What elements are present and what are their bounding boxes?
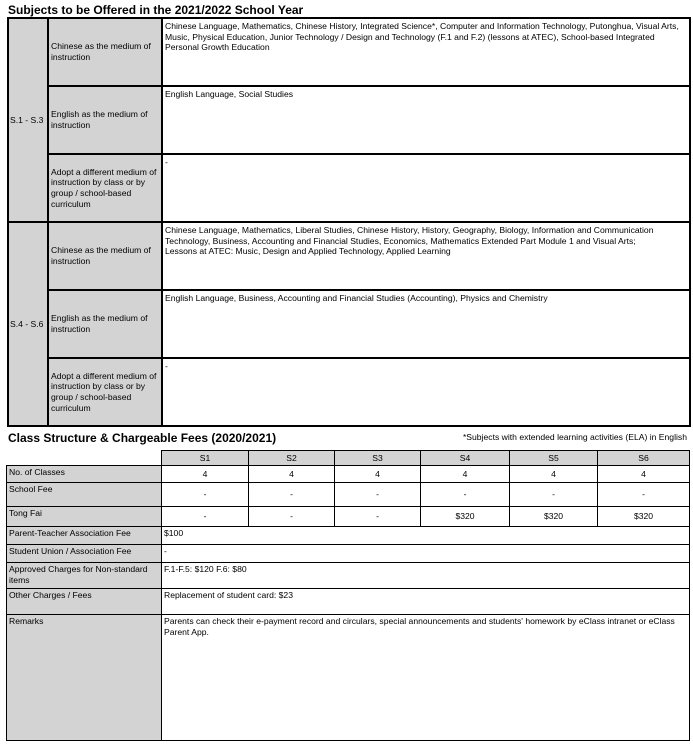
table-row [8,290,690,358]
column-header: S3 [335,451,421,466]
table-row [7,507,690,527]
table-row [7,466,690,483]
table-cell: - [162,483,249,507]
subjects-title: Subjects to be Offered in the 2021/2022 School Year [8,3,304,17]
column-header: S1 [162,451,249,466]
table-cell: $320 [510,507,598,527]
row-label: Remarks [7,615,162,741]
subjects-table [7,17,691,427]
table-row [7,615,690,741]
medium-label: Adopt a different medium of instruction by class or by group / school-based curriculum [48,358,162,426]
row-label: Parent-Teacher Association Fee [7,527,162,545]
table-cell: $100 [162,527,690,545]
row-label: Tong Fai [7,507,162,527]
table-cell: - [598,483,690,507]
table-cell: $320 [598,507,690,527]
medium-label: Chinese as the medium of instruction [48,18,162,86]
table-cell: Replacement of student card: $23 [162,589,690,615]
table-row [7,527,690,545]
table-row [8,358,690,426]
table-row [7,589,690,615]
fees-table [6,450,690,741]
row-label: Approved Charges for Non-standard items [7,563,162,589]
table-cell: 4 [598,466,690,483]
medium-label: Chinese as the medium of instruction [48,222,162,290]
table-cell: F.1-F.5: $120 F.6: $80 [162,563,690,589]
header-blank [7,451,162,466]
row-label: Student Union / Association Fee [7,545,162,563]
table-cell: Parents can check their e-payment record and circulars, special announcements and students' homework by eClass intranet or eClass Parent App. [162,615,690,741]
subject-list: English Language, Business, Accounting and Financial Studies (Accounting), Physics and Chemistry [162,290,690,358]
table-cell: $320 [421,507,510,527]
column-header: S5 [510,451,598,466]
table-cell: 4 [249,466,335,483]
subject-list: - [162,154,690,222]
table-cell: - [249,507,335,527]
subject-list: - [162,358,690,426]
footnote: *Subjects with extended learning activities (ELA) in English [462,432,687,442]
stage-label: S.1 - S.3 [8,18,48,222]
table-row [7,483,690,507]
subject-list: Chinese Language, Mathematics, Liberal Studies, Chinese History, History, Geography, Biology, Information and Communication Technology, Business, Accounting and Financial Studies, Economics, Mathematics Extended Part Module 1 and Visual Arts; Lessons at ATEC: Music, Design and Applied Technology, Applied Learning [162,222,690,290]
column-header: S6 [598,451,690,466]
table-cell: 4 [421,466,510,483]
column-header: S4 [421,451,510,466]
table-row [7,545,690,563]
row-label: Other Charges / Fees [7,589,162,615]
table-cell: 4 [162,466,249,483]
subject-list: English Language, Social Studies [162,86,690,154]
medium-label: English as the medium of instruction [48,290,162,358]
table-row [8,86,690,154]
medium-label: English as the medium of instruction [48,86,162,154]
table-cell: - [249,483,335,507]
table-header-row [7,451,690,466]
table-row [8,222,690,290]
medium-label: Adopt a different medium of instruction by class or by group / school-based curriculum [48,154,162,222]
row-label: No. of Classes [7,466,162,483]
stage-label: S.4 - S.6 [8,222,48,426]
row-label: School Fee [7,483,162,507]
table-cell: - [510,483,598,507]
subject-list: Chinese Language, Mathematics, Chinese History, Integrated Science*, Computer and Information Technology, Putonghua, Visual Arts, Music, Physical Education, Junior Technology / Design and Technology (F.1 and F.2) (lessons at ATEC), School-based Integrated Personal Growth Education [162,18,690,86]
table-cell: - [421,483,510,507]
table-cell: - [335,507,421,527]
table-row [7,563,690,589]
table-cell: - [162,507,249,527]
column-header: S2 [249,451,335,466]
table-row [8,154,690,222]
fees-title: Class Structure & Chargeable Fees (2020/2021) [8,431,277,445]
table-cell: - [335,483,421,507]
table-cell: 4 [335,466,421,483]
table-row [8,18,690,86]
table-cell: - [162,545,690,563]
table-cell: 4 [510,466,598,483]
